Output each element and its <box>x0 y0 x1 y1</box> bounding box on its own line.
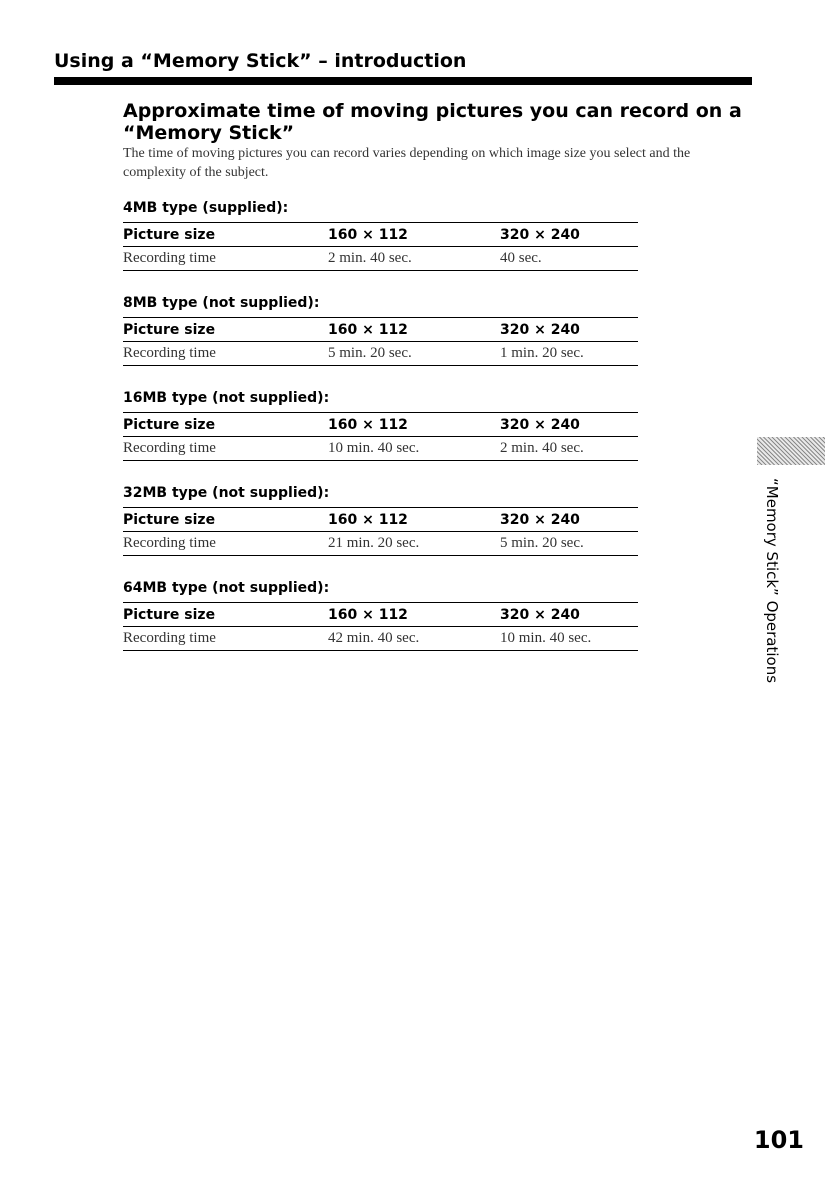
table-header-row <box>123 603 638 627</box>
table-cell: 10 min. 40 sec. <box>328 437 500 461</box>
table-cell: Recording time <box>123 247 328 271</box>
memory-block-8mb <box>123 292 638 387</box>
table-cell: 2 min. 40 sec. <box>328 247 500 271</box>
spec-table <box>123 412 638 461</box>
header-cell: Picture size <box>123 603 328 627</box>
recording-time-tables <box>123 197 638 672</box>
table-cell: Recording time <box>123 627 328 651</box>
table-cell: 40 sec. <box>500 247 638 271</box>
spec-table <box>123 507 638 556</box>
table-cell: Recording time <box>123 437 328 461</box>
table-row <box>123 627 638 651</box>
table-cell: Recording time <box>123 342 328 366</box>
table-cell: 5 min. 20 sec. <box>500 532 638 556</box>
header-cell: 160 × 112 <box>328 508 500 532</box>
table-row <box>123 247 638 271</box>
table-cell: 42 min. 40 sec. <box>328 627 500 651</box>
memory-block-64mb <box>123 577 638 672</box>
header-cell: 320 × 240 <box>500 508 638 532</box>
spec-table <box>123 602 638 651</box>
block-heading: 32MB type (not supplied): <box>123 485 330 501</box>
header-cell: 320 × 240 <box>500 223 638 247</box>
section-title: Approximate time of moving pictures you can record on a “Memory Stick” <box>123 100 742 144</box>
header-cell: 160 × 112 <box>328 318 500 342</box>
block-heading: 4MB type (supplied): <box>123 200 289 216</box>
table-cell: 2 min. 40 sec. <box>500 437 638 461</box>
block-heading: 16MB type (not supplied): <box>123 390 330 406</box>
memory-block-4mb <box>123 197 638 292</box>
table-cell: 1 min. 20 sec. <box>500 342 638 366</box>
block-heading: 64MB type (not supplied): <box>123 580 330 596</box>
header-cell: 160 × 112 <box>328 413 500 437</box>
header-cell: Picture size <box>123 223 328 247</box>
table-cell: 21 min. 20 sec. <box>328 532 500 556</box>
header-rule <box>54 77 752 85</box>
memory-block-32mb <box>123 482 638 577</box>
header-cell: Picture size <box>123 508 328 532</box>
header-cell: 160 × 112 <box>328 603 500 627</box>
header-cell: Picture size <box>123 318 328 342</box>
table-row <box>123 437 638 461</box>
header-cell: Picture size <box>123 413 328 437</box>
memory-block-16mb <box>123 387 638 482</box>
spec-table <box>123 317 638 366</box>
table-header-row <box>123 413 638 437</box>
page-header-title: Using a “Memory Stick” – introduction <box>54 50 467 72</box>
table-cell: 5 min. 20 sec. <box>328 342 500 366</box>
section-intro: The time of moving pictures you can record varies depending on which image size you select and the complexity of the subject. <box>123 146 691 180</box>
side-tab-label: “Memory Stick” Operations <box>763 478 781 684</box>
page-number: 101 <box>753 1126 804 1154</box>
table-cell: 10 min. 40 sec. <box>500 627 638 651</box>
spec-table <box>123 222 638 271</box>
block-heading: 8MB type (not supplied): <box>123 295 320 311</box>
table-header-row <box>123 508 638 532</box>
table-cell: Recording time <box>123 532 328 556</box>
header-cell: 160 × 112 <box>328 223 500 247</box>
header-cell: 320 × 240 <box>500 413 638 437</box>
table-header-row <box>123 318 638 342</box>
side-tab-marker <box>757 437 825 465</box>
table-row <box>123 342 638 366</box>
table-row <box>123 532 638 556</box>
header-cell: 320 × 240 <box>500 603 638 627</box>
header-cell: 320 × 240 <box>500 318 638 342</box>
table-header-row <box>123 223 638 247</box>
